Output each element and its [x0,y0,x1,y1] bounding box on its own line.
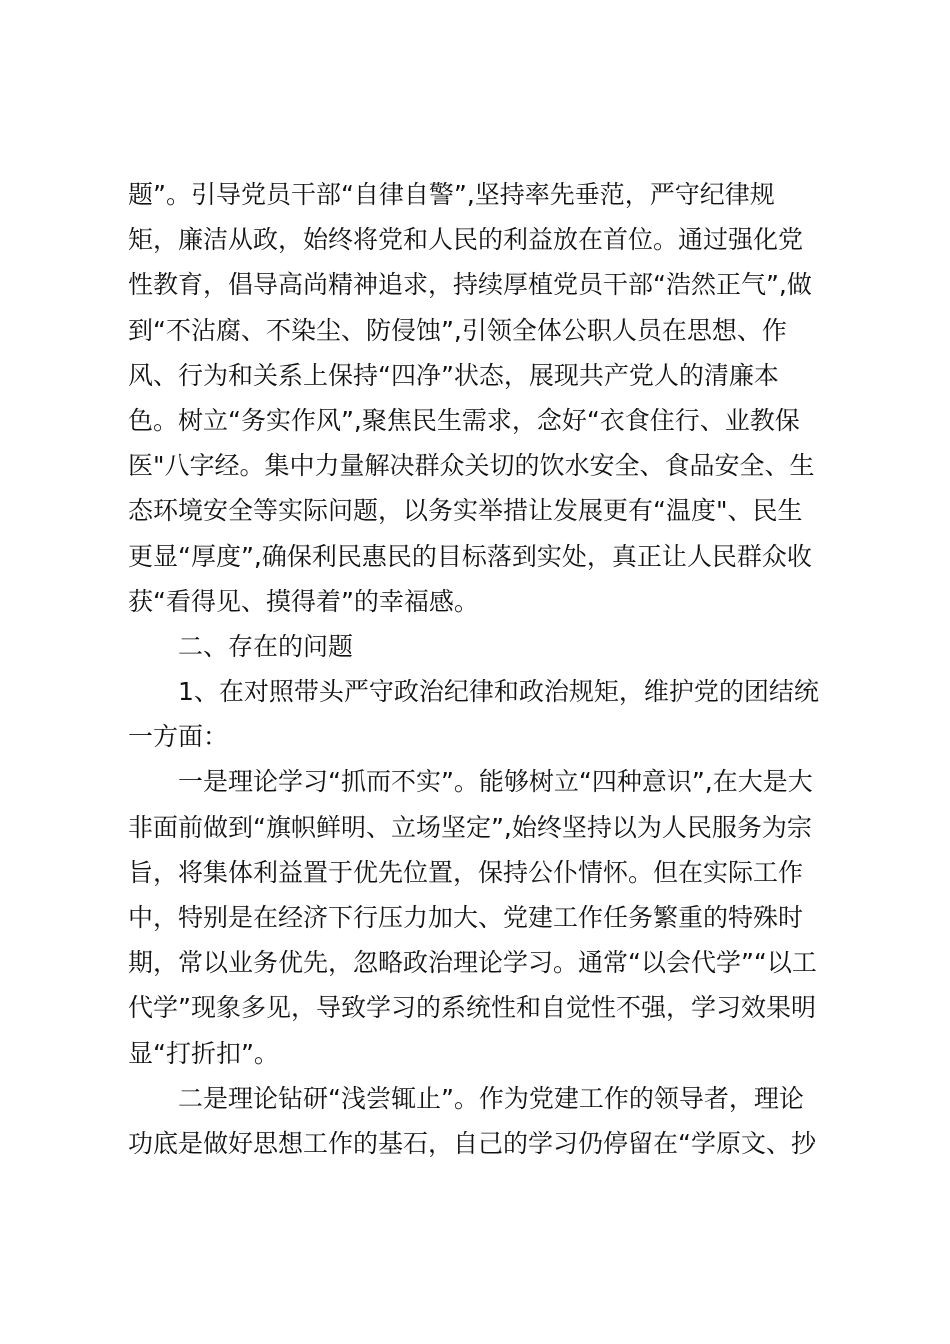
paragraph-line: 色。树立“务实作风”,聚焦民生需求，念好“衣食住行、业教保 [128,405,800,435]
paragraph-line: 矩，廉洁从政，始终将党和人民的利益放在首位。通过强化党 [128,225,804,255]
paragraph-line: 到“不沾腐、不染尘、防侵蚀”,引领全体公职人员在思想、作 [128,315,787,345]
document-body [128,172,832,1166]
paragraph-line: 性教育，倡导高尚精神追求，持续厚植党员干部“浩然正气”,做 [128,270,812,300]
paragraph-line: 更显“厚度”,确保利民惠民的目标落到实处，真正让人民群众收 [128,541,812,571]
paragraph-line: 代学”现象多见，导致学习的系统性和自觉性不强，学习效果明 [128,993,816,1023]
paragraph-line: 获“看得见、摸得着”的幸福感。 [128,586,479,616]
paragraph-line: 期，常以业务优先，忽略政治理论学习。通常“以会代学”“以工 [128,948,817,978]
paragraph-line: 中，特别是在经济下行压力加大、党建工作任务繁重的特殊时 [128,903,804,932]
subsection-heading-line: 1、在对照带头严守政治纪律和政治规矩，维护党的团结统 [178,677,819,707]
paragraph-line: 二是理论钻研“浅尝辄止”。作为党建工作的领导者，理论 [178,1083,804,1113]
paragraph-line: 一是理论学习“抓而不实”。能够树立“四种意识”,在大是大 [178,767,813,797]
paragraph-line: 风、行为和关系上保持“四净”状态，展现共产党人的清廉本 [128,360,779,390]
section-heading: 二、存在的问题 [178,631,354,661]
paragraph-line: 题”。引导党员干部“自律自警”,坚持率先垂范，严守纪律规 [128,180,775,209]
paragraph-line: 医"八字经。集中力量解决群众关切的饮水安全、食品安全、生 [128,451,815,481]
paragraph-line: 功底是做好思想工作的基石，自己的学习仍停留在“学原文、抄 [128,1128,816,1158]
paragraph-line: 显“打折扣”。 [128,1038,279,1068]
paragraph-line: 态环境安全等实际问题，以务实举措让发展更有“温度"、民生 [128,496,803,526]
paragraph-line: 非面前做到“旗帜鲜明、立场坚定”,始终坚持以为人民服务为宗 [128,812,812,842]
subsection-heading-line: 一方面： [128,722,229,752]
paragraph-line: 旨，将集体利益置于优先位置，保持公仆情怀。但在实际工作 [128,857,804,887]
